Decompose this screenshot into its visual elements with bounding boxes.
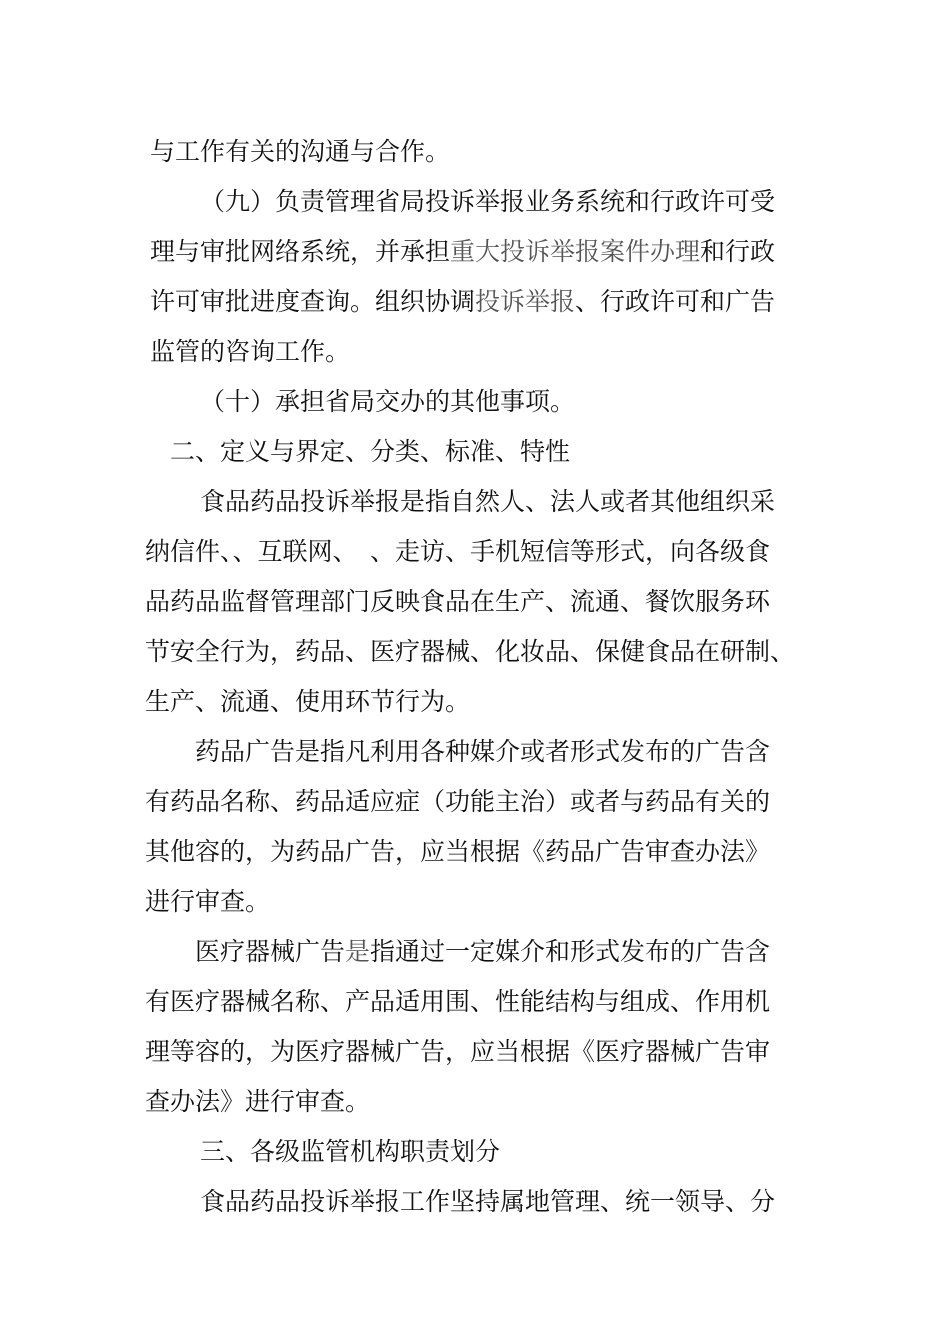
text-line	[150, 287, 775, 317]
text-line	[195, 737, 770, 767]
text-line: 有医疗器械名称、产品适用围、性能结构与组成、作用机	[145, 987, 771, 1016]
text-segment-highlight: 是	[345, 937, 371, 966]
text-line: 其他容的，为药品广告，应当根据《药品广告审查办法》	[145, 837, 771, 866]
text-line: 纳信件、、互联网、 、走访、手机短信等形式，向各级食	[145, 537, 771, 566]
text-line: 与工作有关的沟通与合作。	[150, 137, 451, 166]
text-line: 进行审查。	[145, 887, 271, 916]
text-line: 监管的咨询工作。	[150, 337, 351, 366]
text-line	[150, 237, 775, 267]
text-segment-highlight: 投诉举报	[475, 287, 576, 316]
text-segment: 是指凡利用各种媒介或者形式发布的广告含	[295, 737, 771, 766]
text-segment: 医疗器械广告	[195, 937, 346, 966]
section-heading: 二、定义与界定、分类、标准、特性	[170, 437, 571, 466]
text-line: 理等容的，为医疗器械广告，应当根据《医疗器械广告审	[145, 1037, 771, 1066]
text-line: （十）承担省局交办的其他事项。	[200, 387, 576, 416]
text-line: 节安全行为，药品、医疗器械、化妆品、保健食品在研制、	[145, 637, 796, 666]
text-line: 品药品监督管理部门反映食品在生产、流通、餐饮服务环	[145, 587, 771, 616]
text-segment: 、行政许可和广告	[575, 287, 776, 316]
text-line	[195, 937, 770, 967]
text-segment: 和行政	[700, 237, 776, 266]
text-line: 生产、流通、使用环节行为。	[145, 687, 471, 716]
text-segment-highlight: 重大投诉举报案件办理	[450, 237, 701, 266]
text-line: 查办法》进行审查。	[145, 1087, 371, 1116]
text-segment: 许可审批进度查询。组织协调	[150, 287, 476, 316]
text-segment: 指通过一定媒介和形式发布的广告含	[370, 937, 771, 966]
text-segment: 药品广告	[195, 737, 296, 766]
text-line: （九）负责管理省局投诉举报业务系统和行政许可受	[200, 187, 776, 216]
section-heading: 三、各级监管机构职责划分	[200, 1137, 501, 1166]
text-line: 有药品名称、药品适应症（功能主治）或者与药品有关的	[145, 787, 771, 816]
text-segment: 理与审批网络系统，并承担	[150, 237, 451, 266]
text-line: 食品药品投诉举报工作坚持属地管理、统一领导、分	[200, 1187, 776, 1216]
text-line: 食品药品投诉举报是指自然人、法人或者其他组织采	[200, 487, 776, 516]
